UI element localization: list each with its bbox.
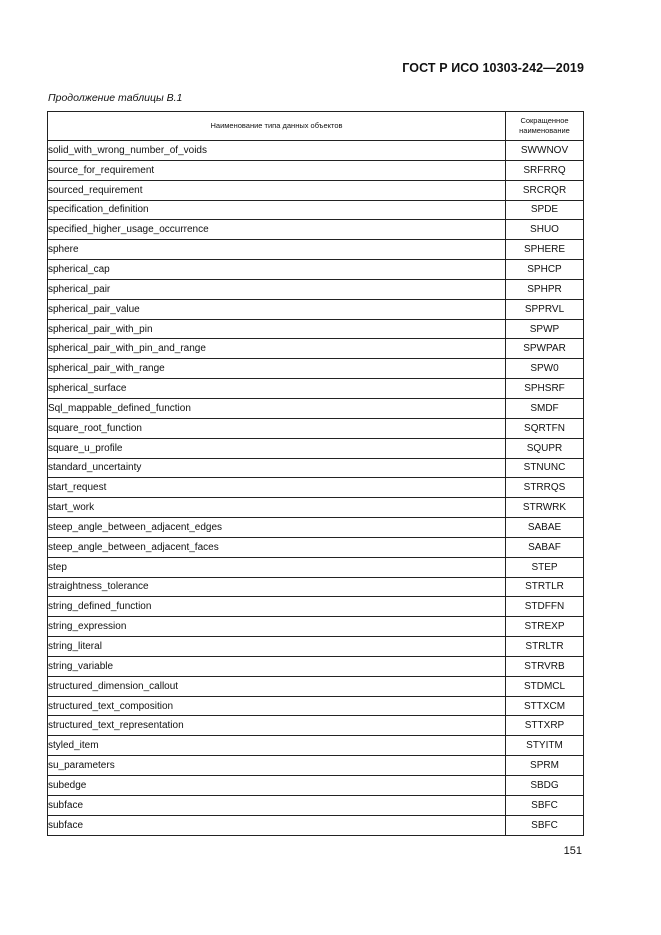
- abbreviation-cell: SQRTFN: [506, 418, 584, 438]
- abbreviation-cell: SPHCP: [506, 260, 584, 280]
- abbreviation-cell: STTXRP: [506, 716, 584, 736]
- table-row: [48, 617, 584, 637]
- entity-name-cell: string_variable: [48, 656, 506, 676]
- abbreviation-cell: SPHSRF: [506, 379, 584, 399]
- column-header-abbreviation: [506, 112, 584, 141]
- entity-name-cell: source_for_requirement: [48, 160, 506, 180]
- entity-name-cell: structured_text_composition: [48, 696, 506, 716]
- abbreviation-cell: SPHERE: [506, 240, 584, 260]
- abbreviation-cell: STEP: [506, 557, 584, 577]
- abbreviation-cell: STTXCM: [506, 696, 584, 716]
- table-row: [48, 379, 584, 399]
- table-row: [48, 756, 584, 776]
- table-row: [48, 815, 584, 835]
- abbreviation-cell: SPDE: [506, 200, 584, 220]
- entity-name-cell: Sql_mappable_defined_function: [48, 398, 506, 418]
- column-header-name: Наименование типа данных объектов: [48, 112, 506, 141]
- table-row: [48, 498, 584, 518]
- entity-name-cell: spherical_pair: [48, 279, 506, 299]
- abbreviation-cell: SMDF: [506, 398, 584, 418]
- abbreviation-cell: STRVRB: [506, 656, 584, 676]
- abbreviation-cell: SABAE: [506, 518, 584, 538]
- table-row: [48, 637, 584, 657]
- table-row: [48, 200, 584, 220]
- table-row: [48, 359, 584, 379]
- entity-name-cell: su_parameters: [48, 756, 506, 776]
- abbreviation-cell: SHUO: [506, 220, 584, 240]
- entity-name-cell: structured_text_representation: [48, 716, 506, 736]
- table-row: [48, 736, 584, 756]
- table-row: [48, 776, 584, 796]
- table-row: [48, 398, 584, 418]
- entity-name-cell: specification_definition: [48, 200, 506, 220]
- table-row: [48, 656, 584, 676]
- entity-name-cell: subface: [48, 795, 506, 815]
- abbreviation-cell: STNUNC: [506, 458, 584, 478]
- table-row: [48, 180, 584, 200]
- abbreviation-cell: STRLTR: [506, 637, 584, 657]
- page-number: 151: [563, 845, 582, 857]
- abbreviation-cell: STDFFN: [506, 597, 584, 617]
- table-row: [48, 478, 584, 498]
- entity-name-cell: subface: [48, 815, 506, 835]
- entity-name-cell: spherical_cap: [48, 260, 506, 280]
- table-row: [48, 716, 584, 736]
- document-code: ГОСТ Р ИСО 10303-242—2019: [402, 61, 584, 75]
- abbreviation-cell: SBDG: [506, 776, 584, 796]
- abbreviation-cell: STRRQS: [506, 478, 584, 498]
- entity-name-cell: spherical_surface: [48, 379, 506, 399]
- column-header-abbreviation-line-1: Сокращенное: [520, 116, 569, 125]
- abbreviation-cell: SBFC: [506, 815, 584, 835]
- table-row: [48, 696, 584, 716]
- abbreviation-cell: SBFC: [506, 795, 584, 815]
- entity-name-cell: sourced_requirement: [48, 180, 506, 200]
- table-row: [48, 557, 584, 577]
- entity-name-cell: square_u_profile: [48, 438, 506, 458]
- entity-name-cell: steep_angle_between_adjacent_faces: [48, 537, 506, 557]
- entity-name-cell: styled_item: [48, 736, 506, 756]
- entity-name-cell: standard_uncertainty: [48, 458, 506, 478]
- table-row: [48, 160, 584, 180]
- column-header-abbreviation-line-2: наименование: [519, 126, 570, 135]
- entity-name-cell: sphere: [48, 240, 506, 260]
- table-row: [48, 220, 584, 240]
- table-row: [48, 438, 584, 458]
- table-row: [48, 319, 584, 339]
- entity-name-cell: steep_angle_between_adjacent_edges: [48, 518, 506, 538]
- entity-name-cell: solid_with_wrong_number_of_voids: [48, 141, 506, 161]
- abbreviation-cell: SRFRRQ: [506, 160, 584, 180]
- entity-name-cell: structured_dimension_callout: [48, 676, 506, 696]
- abbreviation-cell: SPPRVL: [506, 299, 584, 319]
- table-row: [48, 299, 584, 319]
- entity-name-cell: start_request: [48, 478, 506, 498]
- abbreviation-cell: STYITM: [506, 736, 584, 756]
- entity-name-cell: spherical_pair_value: [48, 299, 506, 319]
- table-row: [48, 597, 584, 617]
- table-body: [48, 141, 584, 836]
- entity-name-cell: specified_higher_usage_occurrence: [48, 220, 506, 240]
- table-row: [48, 458, 584, 478]
- entity-name-cell: spherical_pair_with_range: [48, 359, 506, 379]
- abbreviation-cell: SPWPAR: [506, 339, 584, 359]
- entity-name-cell: string_expression: [48, 617, 506, 637]
- table-row: [48, 518, 584, 538]
- entity-name-cell: spherical_pair_with_pin: [48, 319, 506, 339]
- table-row: [48, 339, 584, 359]
- data-type-table: [47, 111, 584, 836]
- entity-name-cell: spherical_pair_with_pin_and_range: [48, 339, 506, 359]
- abbreviation-cell: SPWP: [506, 319, 584, 339]
- table-row: [48, 418, 584, 438]
- table-row: [48, 260, 584, 280]
- table-row: [48, 676, 584, 696]
- table-row: [48, 537, 584, 557]
- entity-name-cell: step: [48, 557, 506, 577]
- abbreviation-cell: SRCRQR: [506, 180, 584, 200]
- abbreviation-cell: SPHPR: [506, 279, 584, 299]
- abbreviation-cell: STREXP: [506, 617, 584, 637]
- abbreviation-cell: STRWRK: [506, 498, 584, 518]
- abbreviation-cell: SWWNOV: [506, 141, 584, 161]
- table-row: [48, 141, 584, 161]
- abbreviation-cell: SPW0: [506, 359, 584, 379]
- entity-name-cell: straightness_tolerance: [48, 577, 506, 597]
- abbreviation-cell: STRTLR: [506, 577, 584, 597]
- entity-name-cell: start_work: [48, 498, 506, 518]
- table-row: [48, 795, 584, 815]
- abbreviation-cell: SQUPR: [506, 438, 584, 458]
- entity-name-cell: string_defined_function: [48, 597, 506, 617]
- entity-name-cell: square_root_function: [48, 418, 506, 438]
- table-row: [48, 240, 584, 260]
- abbreviation-cell: STDMCL: [506, 676, 584, 696]
- table-header-row: [48, 112, 584, 141]
- entity-name-cell: subedge: [48, 776, 506, 796]
- table-row: [48, 577, 584, 597]
- abbreviation-cell: SPRM: [506, 756, 584, 776]
- abbreviation-cell: SABAF: [506, 537, 584, 557]
- table-row: [48, 279, 584, 299]
- table-caption: Продолжение таблицы В.1: [48, 92, 183, 104]
- entity-name-cell: string_literal: [48, 637, 506, 657]
